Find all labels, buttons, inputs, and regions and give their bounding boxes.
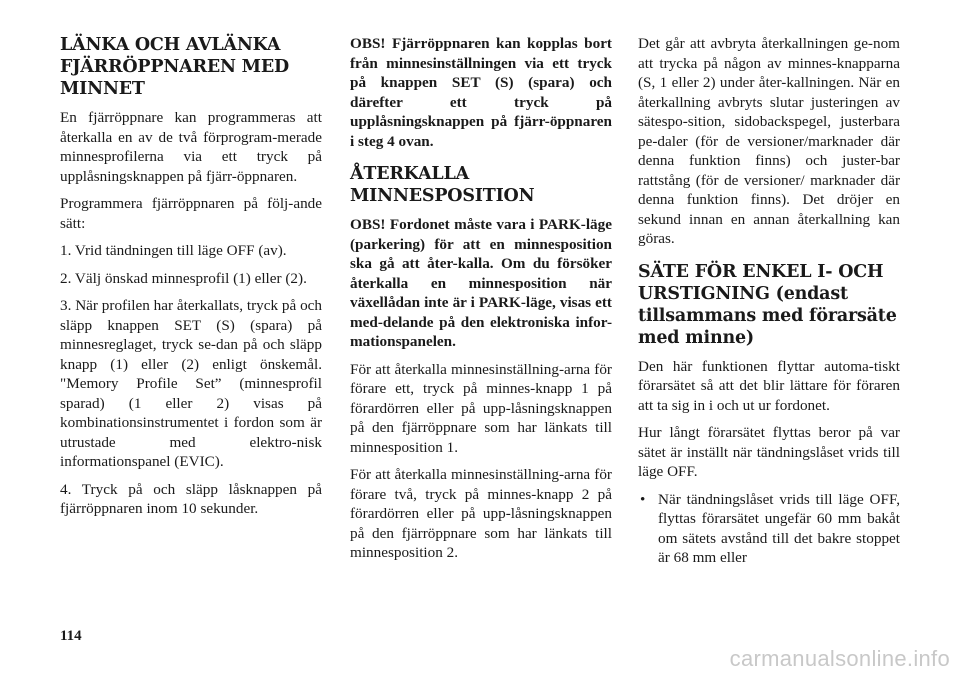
heading-recall-memory: ÅTERKALLA MINNESPOSITION [350, 164, 535, 206]
step-3: 3. När profilen har återkallats, tryck på och släpp knappen SET (S) (spara) på minnesreglaget, tryck se-dan på och släpp knapp (1) eller (2) enligt önskemål. "Memory Profile Set” (minnesprofil sparad) (1 eller 2) visas på kombinationsinstrumentet i fordon som är utrustade med elektro-nisk informationspanel (EVIC). [60, 297, 322, 470]
heading-easy-entry: SÄTE FÖR ENKEL I- OCH URSTIGNING (endast tillsammans med förarsäte med minne) [638, 261, 897, 348]
paragraph-seat-distance: Hur långt förarsätet flyttas beror på var sätet är inställt när tändningslåset vrids till läge OFF. [638, 424, 900, 480]
paragraph-program: Programmera fjärröppnaren på följ-ande sätt: [60, 195, 322, 232]
watermark: carmanualsonline.info [729, 646, 950, 671]
paragraph-cancel-recall: Det går att avbryta återkallningen ge-nom att trycka på någon av minnes-knapparna (S, 1 eller 2) under åter-kallningen. När en återkallning avbryts slutar justeringen av sätespo-sition, sidobackspegel, justerbara pe-daler (för de versioner/marknader där denna funktion finns) och juster-bar rattstång (för de versioner/ marknader där denna funktion finns). Det dröjer en sekund innan en annan återkallning kan göras. [638, 35, 900, 247]
column-left [60, 34, 322, 527]
note-unlink: OBS! Fjärröppnaren kan kopplas bort från minnesinställningen via ett tryck på knappen SET (S) (spara) och därefter ett tryck på upplåsningsknappen på fjärr-öppnaren i steg 4 ovan. [350, 35, 612, 150]
bullet-text: När tändningslåset vrids till läge OFF, flyttas förarsätet ungefär 60 mm bakåt om sätets avstånd till det bakre stoppet är 68 mm eller [658, 490, 900, 566]
note-park: OBS! Fordonet måste vara i PARK-läge (parkering) för att en minnesposition ska gå att åter-kalla. Om du försöker återkalla en minnesposition när växellådan inte är i PARK-läge, visas ett med-delande på den elektroniska infor-mationspanelen. [350, 216, 612, 350]
step-1: 1. Vrid tändningen till läge OFF (av). [60, 242, 287, 259]
paragraph-driver-two: För att återkalla minnesinställning-arna för förare två, tryck på minnes-knapp 2 på förardörren eller på upp-låsningsknappen på den fjärröppnare som har länkats till minnesposition 2. [350, 466, 612, 561]
paragraph-intro: En fjärröppnare kan programmeras att återkalla en av de två förprogram-merade minnesprofilerna via ett tryck på upplåsningsknappen på fjärr-öppnaren. [60, 109, 322, 185]
column-middle [350, 34, 612, 571]
column-right [638, 34, 900, 568]
heading-link-remote: LÄNKA OCH AVLÄNKA FJÄRRÖPPNAREN MED MINNET [60, 35, 289, 99]
bullet-item [638, 490, 900, 568]
paragraph-easy-entry: Den här funktionen flyttar automa-tiskt förarsätet så att det blir lättare för föraren att ta sig in i och ut ur fordonet. [638, 357, 900, 414]
bullet-icon: • [640, 490, 646, 508]
paragraph-driver-one: För att återkalla minnesinställning-arna för förare ett, tryck på minnes-knapp 1 på förardörren eller på upp-låsningsknappen på den fjärröppnare som har länkats till minnesposition 1. [350, 360, 612, 456]
page-number: 114 [60, 628, 82, 644]
step-4: 4. Tryck på och släpp låsknappen på fjärröppnaren inom 10 sekunder. [60, 480, 322, 517]
step-2: 2. Välj önskad minnesprofil (1) eller (2). [60, 269, 307, 287]
